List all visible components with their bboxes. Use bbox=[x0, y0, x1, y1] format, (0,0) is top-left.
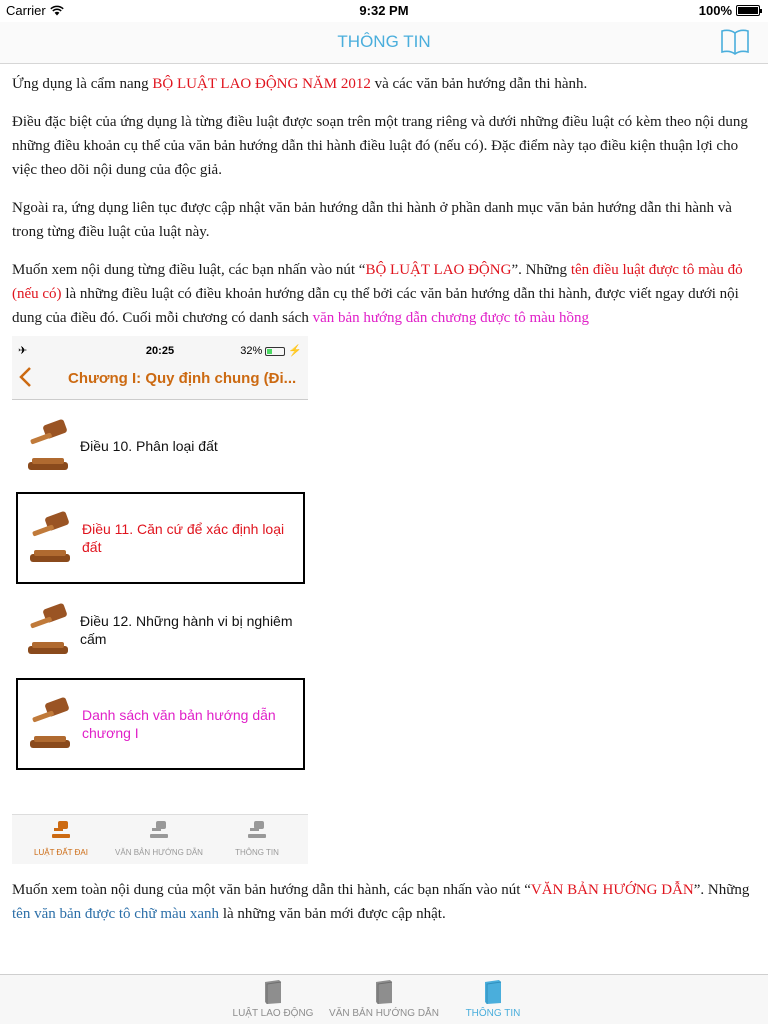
tab-label: LUẬT LAO ĐỘNG bbox=[232, 1008, 314, 1019]
example-time: 20:25 bbox=[145, 345, 175, 357]
example-tab bbox=[208, 819, 306, 865]
example-tab bbox=[110, 819, 208, 865]
paragraph-usage-law bbox=[12, 258, 756, 330]
text: ”. Những bbox=[511, 262, 571, 278]
gavel-icon bbox=[22, 602, 74, 658]
text: Muốn xem nội dung từng điều luật, các bạn nhấn vào nút “ bbox=[12, 262, 366, 278]
pink-list-note: văn bản hướng dẫn chương được tô màu hồng bbox=[312, 310, 590, 326]
example-row bbox=[16, 584, 306, 676]
text: và các văn bản hướng dẫn thi hành. bbox=[370, 76, 588, 92]
text: là những điều luật có điều khoản hướng dẫn cụ thể bởi các văn bản hướng dẫn thi hành, được viết ngay dưới nội dung của điều đó. Cuối mỗi chương có danh sách bbox=[12, 286, 739, 326]
example-nav-title: Chương I: Quy định chung (Đi... bbox=[68, 370, 297, 387]
paragraph-updates: Ngoài ra, ứng dụng liên tục được cập nhật văn bản hướng dẫn thi hành ở phần danh mục văn bản hướng dẫn thi hành và trong từng điều luật của luật này. bbox=[12, 200, 732, 240]
paragraph-features: Điều đặc biệt của ứng dụng là từng điều luật được soạn trên một trang riêng và dưới những điều luật có kèm theo nội dung những điều khoản cụ thể của văn bản hướng dẫn thi hành điều luật đó (nếu có). Đặc điểm này tạo điều kiện thuận lợi cho việc theo dõi nội dung của độc giả. bbox=[12, 114, 748, 178]
example-article-list bbox=[12, 400, 308, 814]
example-status-bar bbox=[12, 336, 308, 356]
example-tab-bar bbox=[12, 814, 308, 864]
chevron-left-icon bbox=[18, 366, 32, 388]
text: Muốn xem toàn nội dung của một văn bản hướng dẫn thi hành, các bạn nhấn vào nút “ bbox=[12, 882, 531, 898]
book-icon bbox=[482, 979, 504, 1005]
example-row-highlighted bbox=[16, 678, 305, 770]
gavel-icon bbox=[24, 510, 76, 566]
battery-fill bbox=[738, 7, 758, 14]
example-row-highlighted bbox=[16, 492, 305, 584]
gavel-tab-icon bbox=[50, 819, 72, 839]
paragraph-intro bbox=[12, 72, 756, 96]
law-name-highlight: BỘ LUẬT LAO ĐỘNG NĂM 2012 bbox=[152, 76, 371, 92]
law-button-name: BỘ LUẬT LAO ĐỘNG bbox=[365, 262, 512, 278]
tab-label: THÔNG TIN bbox=[465, 1008, 521, 1019]
example-screenshot bbox=[12, 336, 308, 864]
blue-updated-note: tên văn bản được tô chữ màu xanh bbox=[12, 906, 220, 922]
text: là những văn bản mới được cập nhật. bbox=[219, 906, 446, 922]
gavel-tab-icon bbox=[148, 819, 170, 839]
page-title: THÔNG TIN bbox=[337, 32, 431, 51]
paragraph-usage-guides bbox=[12, 878, 756, 924]
tab-label: VĂN BẢN HƯỚNG DẪN bbox=[329, 1008, 439, 1019]
battery-fill bbox=[267, 349, 272, 354]
example-row-label: Điều 10. Phân loại đất bbox=[80, 438, 218, 454]
book-icon bbox=[262, 979, 284, 1005]
guide-button-name: VĂN BẢN HƯỚNG DẪN bbox=[530, 882, 694, 898]
battery-icon bbox=[265, 347, 285, 356]
book-open-icon bbox=[720, 28, 750, 56]
example-tab-label: THÔNG TIN bbox=[235, 848, 279, 857]
content-area[interactable] bbox=[12, 72, 756, 924]
example-tab-label: VĂN BẢN HƯỚNG DẪN bbox=[115, 848, 203, 857]
status-time: 9:32 PM bbox=[359, 3, 409, 18]
airplane-icon: ✈ bbox=[18, 345, 28, 357]
carrier-label: Carrier bbox=[6, 3, 46, 18]
example-row-label: Điều 11. Căn cứ để xác định loại đất bbox=[82, 521, 285, 555]
tab-thong-tin[interactable] bbox=[438, 979, 548, 1019]
gavel-tab-icon bbox=[246, 819, 268, 839]
text: Ứng dụng là cẩm nang bbox=[12, 76, 153, 92]
example-row bbox=[16, 400, 306, 492]
example-battery-percent: 32% bbox=[240, 345, 263, 357]
gavel-icon bbox=[24, 696, 76, 752]
battery-icon bbox=[736, 5, 760, 16]
tab-bar bbox=[0, 974, 768, 1024]
nav-bar bbox=[0, 22, 768, 64]
example-row-label: Danh sách văn bản hướng dẫn chương I bbox=[82, 707, 276, 741]
tab-van-ban-huong-dan[interactable] bbox=[329, 979, 439, 1019]
example-nav-bar bbox=[12, 356, 308, 400]
example-row-label: Điều 12. Những hành vi bị nghiêm cấm bbox=[80, 613, 293, 647]
example-tab-label: LUẬT ĐẤT ĐAI bbox=[34, 848, 88, 857]
tab-luat-lao-dong[interactable] bbox=[218, 979, 328, 1019]
status-right bbox=[699, 3, 760, 18]
status-bar bbox=[0, 0, 768, 22]
gavel-icon bbox=[22, 418, 74, 474]
bookmark-button[interactable] bbox=[720, 28, 750, 56]
example-tab bbox=[12, 819, 110, 865]
charging-icon: ⚡ bbox=[288, 345, 302, 357]
book-icon bbox=[373, 979, 395, 1005]
battery-percent: 100% bbox=[698, 3, 732, 18]
red-article-note: tên điều luật được tô màu đỏ (nếu có) bbox=[12, 262, 743, 302]
text: ”. Những bbox=[693, 882, 750, 898]
